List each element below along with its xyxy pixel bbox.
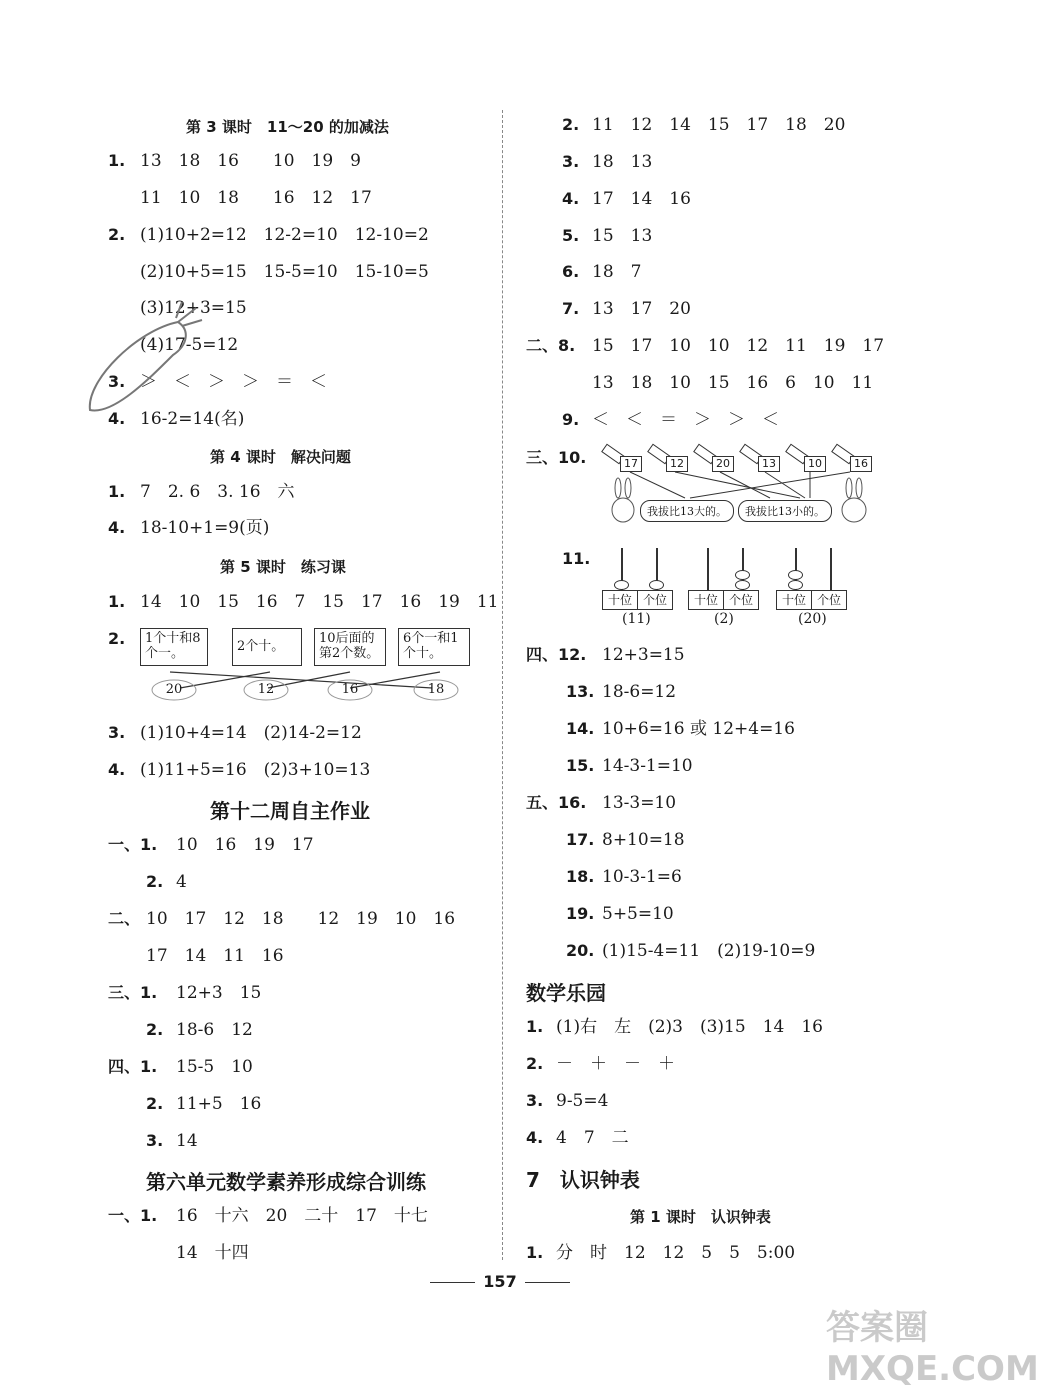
item-number: 5. bbox=[562, 226, 580, 245]
answer-line: 15 17 10 10 12 11 19 17 bbox=[592, 336, 885, 356]
item-number: 17. bbox=[566, 830, 595, 849]
answer-line: 5+5=10 bbox=[602, 904, 674, 924]
section-title-week12: 第十二周自主作业 bbox=[210, 799, 370, 823]
answer-line: 14-3-1=10 bbox=[602, 756, 693, 776]
abacus-bead bbox=[735, 580, 750, 590]
answer-line: 8+10=18 bbox=[602, 830, 685, 850]
abacus-label: 十位 bbox=[689, 591, 724, 609]
answer-line: 11+5 16 bbox=[176, 1094, 262, 1114]
answer-line: 15-5 10 bbox=[176, 1057, 253, 1077]
item-number: 四、12. bbox=[526, 645, 587, 664]
answer-line: 18 7 bbox=[592, 262, 642, 282]
answer-line: ＜ ＜ ＝ ＞ ＞ ＜ bbox=[592, 410, 779, 430]
answer-line: 17 14 11 16 bbox=[146, 946, 284, 966]
item-number: 7. bbox=[562, 299, 580, 318]
section-title-math-garden: 数学乐园 bbox=[526, 981, 606, 1005]
answer-line: 18-6 12 bbox=[176, 1020, 253, 1040]
item-number: 1. bbox=[526, 1243, 544, 1262]
item-number: 4. bbox=[108, 760, 126, 779]
answer-line: 18 13 bbox=[592, 152, 653, 172]
answer-line: (4)17-5=12 bbox=[140, 335, 239, 355]
page-number: 157 bbox=[483, 1272, 517, 1291]
item-number: 2. bbox=[146, 1020, 164, 1039]
radish-tag: 10 bbox=[804, 456, 826, 472]
item-number: 18. bbox=[566, 867, 595, 886]
carrot-doodle-icon bbox=[78, 300, 208, 420]
item-number: 3. bbox=[108, 372, 126, 391]
answer-line: 18-6=12 bbox=[602, 682, 677, 702]
abacus-bead bbox=[788, 570, 803, 580]
item-number: 4. bbox=[108, 518, 126, 537]
answer-line: 12+3=15 bbox=[602, 645, 685, 665]
footer-rule bbox=[525, 1282, 570, 1283]
item-number: 15. bbox=[566, 756, 595, 775]
answer-line: 10 17 12 18 12 19 10 16 bbox=[146, 909, 456, 929]
bone-label: 20 bbox=[165, 682, 183, 697]
item-number: 3. bbox=[146, 1131, 164, 1150]
answer-line: ＞ ＜ ＞ ＞ ＝ ＜ bbox=[140, 372, 327, 392]
item-number: 4. bbox=[526, 1128, 544, 1147]
answer-line: 13 18 16 10 19 9 bbox=[140, 151, 361, 171]
answer-line: 15 13 bbox=[592, 226, 653, 246]
answer-line: 16 十六 20 二十 17 十七 bbox=[176, 1206, 428, 1226]
item-number: 1. bbox=[108, 592, 126, 611]
answer-line: 分 时 12 12 5 5 5:00 bbox=[556, 1243, 796, 1263]
item-number: 3. bbox=[108, 723, 126, 742]
match-box: 2个十。 bbox=[232, 628, 302, 666]
answer-line: 14 10 15 16 7 15 17 16 19 11 bbox=[140, 592, 499, 612]
bone-label: 12 bbox=[257, 682, 275, 697]
item-number: 1. bbox=[108, 151, 126, 170]
answer-line: 7 2. 6 3. 16 六 bbox=[140, 482, 295, 502]
item-number: 2. bbox=[146, 872, 164, 891]
item-number: 一、1. bbox=[108, 1206, 158, 1225]
abacus-caption: (2) bbox=[714, 611, 734, 627]
answer-line: (1)11+5=16 (2)3+10=13 bbox=[140, 760, 371, 780]
watermark-logo: 答案圈 MXQE.COM bbox=[826, 1308, 1039, 1389]
item-number: 6. bbox=[562, 262, 580, 281]
answer-line: (1)10+2=12 12-2=10 12-10=2 bbox=[140, 225, 429, 245]
answer-line: 10 16 19 17 bbox=[176, 835, 314, 855]
abacus-bead bbox=[614, 580, 629, 590]
bone-label: 18 bbox=[427, 682, 445, 697]
answer-line: 17 14 16 bbox=[592, 189, 691, 209]
radish-tag: 20 bbox=[712, 456, 734, 472]
section-title-lesson3: 第 3 课时 11～20 的加减法 bbox=[186, 118, 389, 136]
item-number: 三、1. bbox=[108, 983, 158, 1002]
abacus-label: 个位 bbox=[728, 593, 753, 607]
item-number: 3. bbox=[562, 152, 580, 171]
answer-line: 10+6=16 或 12+4=16 bbox=[602, 719, 795, 739]
radish-tag: 16 bbox=[850, 456, 872, 472]
rabbit-right-icon bbox=[836, 478, 876, 526]
answer-line: 14 十四 bbox=[176, 1243, 249, 1263]
item-number: 2. bbox=[146, 1094, 164, 1113]
abacus-base bbox=[688, 590, 759, 610]
abacus-base bbox=[602, 590, 673, 610]
abacus-caption: (20) bbox=[798, 611, 827, 627]
abacus-bead bbox=[788, 580, 803, 590]
section-title-lesson4: 第 4 课时 解决问题 bbox=[210, 448, 351, 466]
answer-line: 16-2=14(名) bbox=[140, 409, 245, 429]
answer-line: 14 bbox=[176, 1131, 198, 1151]
answer-line: 9-5=4 bbox=[556, 1091, 609, 1111]
section-title-unit6: 第六单元数学素养形成综合训练 bbox=[146, 1170, 426, 1194]
answer-line: (1)右 左 (2)3 (3)15 14 16 bbox=[556, 1017, 823, 1037]
speech-bubble-left: 我拔比13大的。 bbox=[640, 500, 734, 522]
abacus-label: 十位 bbox=[777, 591, 812, 609]
radish-tag: 12 bbox=[666, 456, 688, 472]
bone-label: 16 bbox=[341, 682, 359, 697]
item-number: 2. bbox=[526, 1054, 544, 1073]
speech-bubble-right: 我拔比13小的。 bbox=[738, 500, 832, 522]
chapter-title-clock: 7 认识钟表 bbox=[526, 1168, 640, 1192]
answer-line: 11 10 18 16 12 17 bbox=[140, 188, 372, 208]
item-number: 1. bbox=[108, 482, 126, 501]
item-number: 四、1. bbox=[108, 1057, 158, 1076]
answer-line: 10-3-1=6 bbox=[602, 867, 682, 887]
answer-line: (2)10+5=15 15-5=10 15-10=5 bbox=[140, 262, 429, 282]
item-number: 4. bbox=[108, 409, 126, 428]
answer-line: 11 12 14 15 17 18 20 bbox=[592, 115, 846, 135]
item-number: 三、10. bbox=[526, 448, 587, 467]
abacus-rod bbox=[707, 548, 709, 590]
abacus-caption: (11) bbox=[622, 611, 651, 627]
section-title-lesson5: 第 5 课时 练习课 bbox=[220, 558, 346, 576]
page-number-footer bbox=[0, 1272, 1000, 1291]
radish-tag: 13 bbox=[758, 456, 780, 472]
item-number: 9. bbox=[562, 410, 580, 429]
answer-line: 13 18 10 15 16 6 10 11 bbox=[592, 373, 874, 393]
match-box: 1个十和8个一。 bbox=[140, 628, 208, 666]
column-divider bbox=[502, 110, 504, 1260]
abacus-bead bbox=[649, 580, 664, 590]
abacus-bead bbox=[735, 570, 750, 580]
item-number: 二、 bbox=[108, 909, 141, 928]
match-box: 10后面的第2个数。 bbox=[314, 628, 386, 666]
footer-rule bbox=[430, 1282, 475, 1283]
answer-line: (1)15-4=11 (2)19-10=9 bbox=[602, 941, 816, 961]
item-number: 13. bbox=[566, 682, 595, 701]
answer-line: 12+3 15 bbox=[176, 983, 262, 1003]
answer-line: － ＋ － ＋ bbox=[556, 1054, 675, 1074]
item-number: 14. bbox=[566, 719, 595, 738]
answer-line: 4 7 二 bbox=[556, 1128, 629, 1148]
item-number: 一、1. bbox=[108, 835, 158, 854]
abacus-base bbox=[776, 590, 847, 610]
abacus-label: 个位 bbox=[642, 593, 667, 607]
answer-line: 4 bbox=[176, 872, 187, 892]
item-number: 2. bbox=[108, 225, 126, 244]
answer-line: (1)10+4=14 (2)14-2=12 bbox=[140, 723, 362, 743]
item-number: 二、8. bbox=[526, 336, 576, 355]
item-number: 11. bbox=[562, 549, 591, 568]
item-number: 3. bbox=[526, 1091, 544, 1110]
radish-tag: 17 bbox=[620, 456, 642, 472]
item-number: 1. bbox=[526, 1017, 544, 1036]
abacus-label: 个位 bbox=[816, 593, 841, 607]
item-number: 20. bbox=[566, 941, 595, 960]
item-number: 2. bbox=[108, 629, 126, 648]
item-number: 4. bbox=[562, 189, 580, 208]
abacus-label: 十位 bbox=[603, 591, 638, 609]
answer-line: 13-3=10 bbox=[602, 793, 677, 813]
item-number: 五、16. bbox=[526, 793, 587, 812]
answer-line: 18-10+1=9(页) bbox=[140, 518, 270, 538]
answer-line: (3)12+3=15 bbox=[140, 298, 247, 318]
rabbit-left-icon bbox=[606, 478, 640, 526]
answer-line: 13 17 20 bbox=[592, 299, 691, 319]
section-title-clock-lesson1: 第 1 课时 认识钟表 bbox=[630, 1208, 771, 1226]
item-number: 2. bbox=[562, 115, 580, 134]
abacus-rod bbox=[830, 548, 832, 590]
item-number: 19. bbox=[566, 904, 595, 923]
match-box: 6个一和1个十。 bbox=[398, 628, 470, 666]
